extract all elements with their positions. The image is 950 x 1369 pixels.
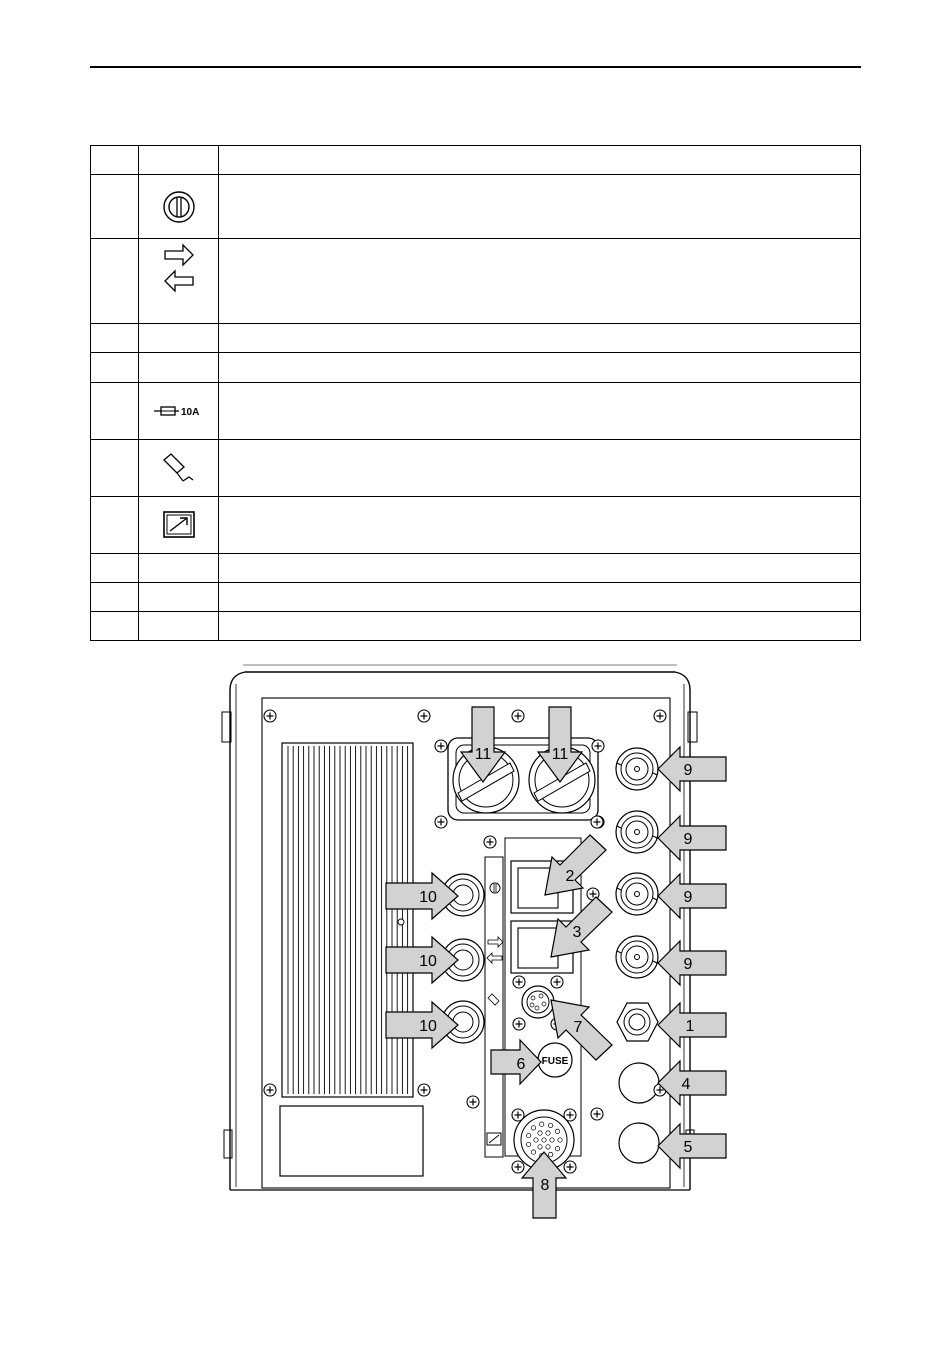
- panel-probe-symbol: [488, 994, 499, 1005]
- label-plate: [280, 1106, 423, 1176]
- callout-label: 1: [685, 1018, 695, 1035]
- header-rule: [90, 66, 861, 68]
- callout-label: 9: [683, 831, 693, 848]
- table-row: [91, 497, 861, 554]
- blank-port: [619, 1063, 659, 1103]
- description-cell: [219, 324, 861, 353]
- symbol-cell: [139, 440, 219, 497]
- external-connector-icon: [162, 510, 196, 540]
- table-row: [91, 440, 861, 497]
- heatsink: [282, 743, 413, 1097]
- bnc-connector[interactable]: [616, 873, 658, 915]
- table-row: [91, 583, 861, 612]
- row-number-cell: [91, 497, 139, 554]
- callout-label: 9: [683, 762, 693, 779]
- callout-label: 7: [573, 1019, 583, 1036]
- callout-label: 10: [419, 889, 437, 906]
- description-cell: [219, 175, 861, 239]
- callout-label: 9: [683, 956, 693, 973]
- table-row: [91, 324, 861, 353]
- callout-label: 3: [572, 924, 582, 941]
- table-row: [91, 239, 861, 324]
- probe-connector[interactable]: [522, 986, 554, 1018]
- cable-gland[interactable]: [617, 1003, 658, 1041]
- row-number-cell: [91, 383, 139, 440]
- description-cell: [219, 583, 861, 612]
- panel-power-symbol: [490, 883, 500, 893]
- symbol-cell: [139, 383, 219, 440]
- callout-label: 11: [474, 746, 492, 763]
- callout-label: 8: [540, 1177, 550, 1194]
- callout-label: 10: [419, 953, 437, 970]
- description-cell: [219, 497, 861, 554]
- symbol-cell: [139, 497, 219, 554]
- table-row: [91, 383, 861, 440]
- symbol-cell: [139, 554, 219, 583]
- bnc-connector[interactable]: [616, 811, 658, 853]
- symbol-cell: [139, 583, 219, 612]
- fuse-rating-label: 10A: [180, 407, 199, 418]
- bnc-connector[interactable]: [616, 936, 658, 978]
- blank-port: [619, 1123, 659, 1163]
- probe-icon: [159, 451, 199, 485]
- in-out-arrows-icon: [159, 241, 199, 293]
- callout-label: 5: [683, 1139, 693, 1156]
- symbol-cell: [139, 612, 219, 641]
- row-number-cell: [91, 583, 139, 612]
- callout-arrow: [658, 1061, 726, 1105]
- callout-label: 6: [516, 1056, 526, 1073]
- table-row: [91, 175, 861, 239]
- panel-connector-symbol: [487, 1133, 501, 1145]
- symbol-cell: [139, 146, 219, 175]
- row-number-cell: [91, 239, 139, 324]
- symbol-cell: [139, 175, 219, 239]
- description-cell: [219, 612, 861, 641]
- callout-label: 10: [419, 1018, 437, 1035]
- description-cell: [219, 554, 861, 583]
- description-cell: [219, 383, 861, 440]
- table-row: [91, 554, 861, 583]
- fuse-holder-label: FUSE: [541, 1056, 569, 1067]
- bnc-connector[interactable]: [616, 748, 658, 790]
- fuse-holder[interactable]: [538, 1043, 572, 1077]
- fuse-icon: [153, 403, 205, 419]
- row-number-cell: [91, 353, 139, 383]
- callout-label: 4: [681, 1076, 691, 1093]
- legend-table: [90, 145, 861, 641]
- device-panel-figure: [215, 655, 735, 1225]
- row-number-cell: [91, 612, 139, 641]
- row-number-cell: [91, 554, 139, 583]
- description-cell: [219, 440, 861, 497]
- row-number-cell: [91, 146, 139, 175]
- callout-label: 11: [551, 746, 569, 763]
- table-row: [91, 612, 861, 641]
- row-number-cell: [91, 440, 139, 497]
- description-cell: [219, 146, 861, 175]
- symbol-cell: [139, 324, 219, 353]
- symbol-cell: [139, 239, 219, 324]
- description-cell: [219, 353, 861, 383]
- table-row: [91, 146, 861, 175]
- row-number-cell: [91, 324, 139, 353]
- callout-label: 9: [683, 889, 693, 906]
- description-cell: [219, 239, 861, 324]
- panel-arrows-symbol: [487, 937, 503, 963]
- callout-arrow: [545, 835, 606, 895]
- symbol-cell: [139, 353, 219, 383]
- power-switch-icon: [162, 190, 196, 224]
- table-row: [91, 353, 861, 383]
- row-number-cell: [91, 175, 139, 239]
- callout-label: 2: [565, 868, 575, 885]
